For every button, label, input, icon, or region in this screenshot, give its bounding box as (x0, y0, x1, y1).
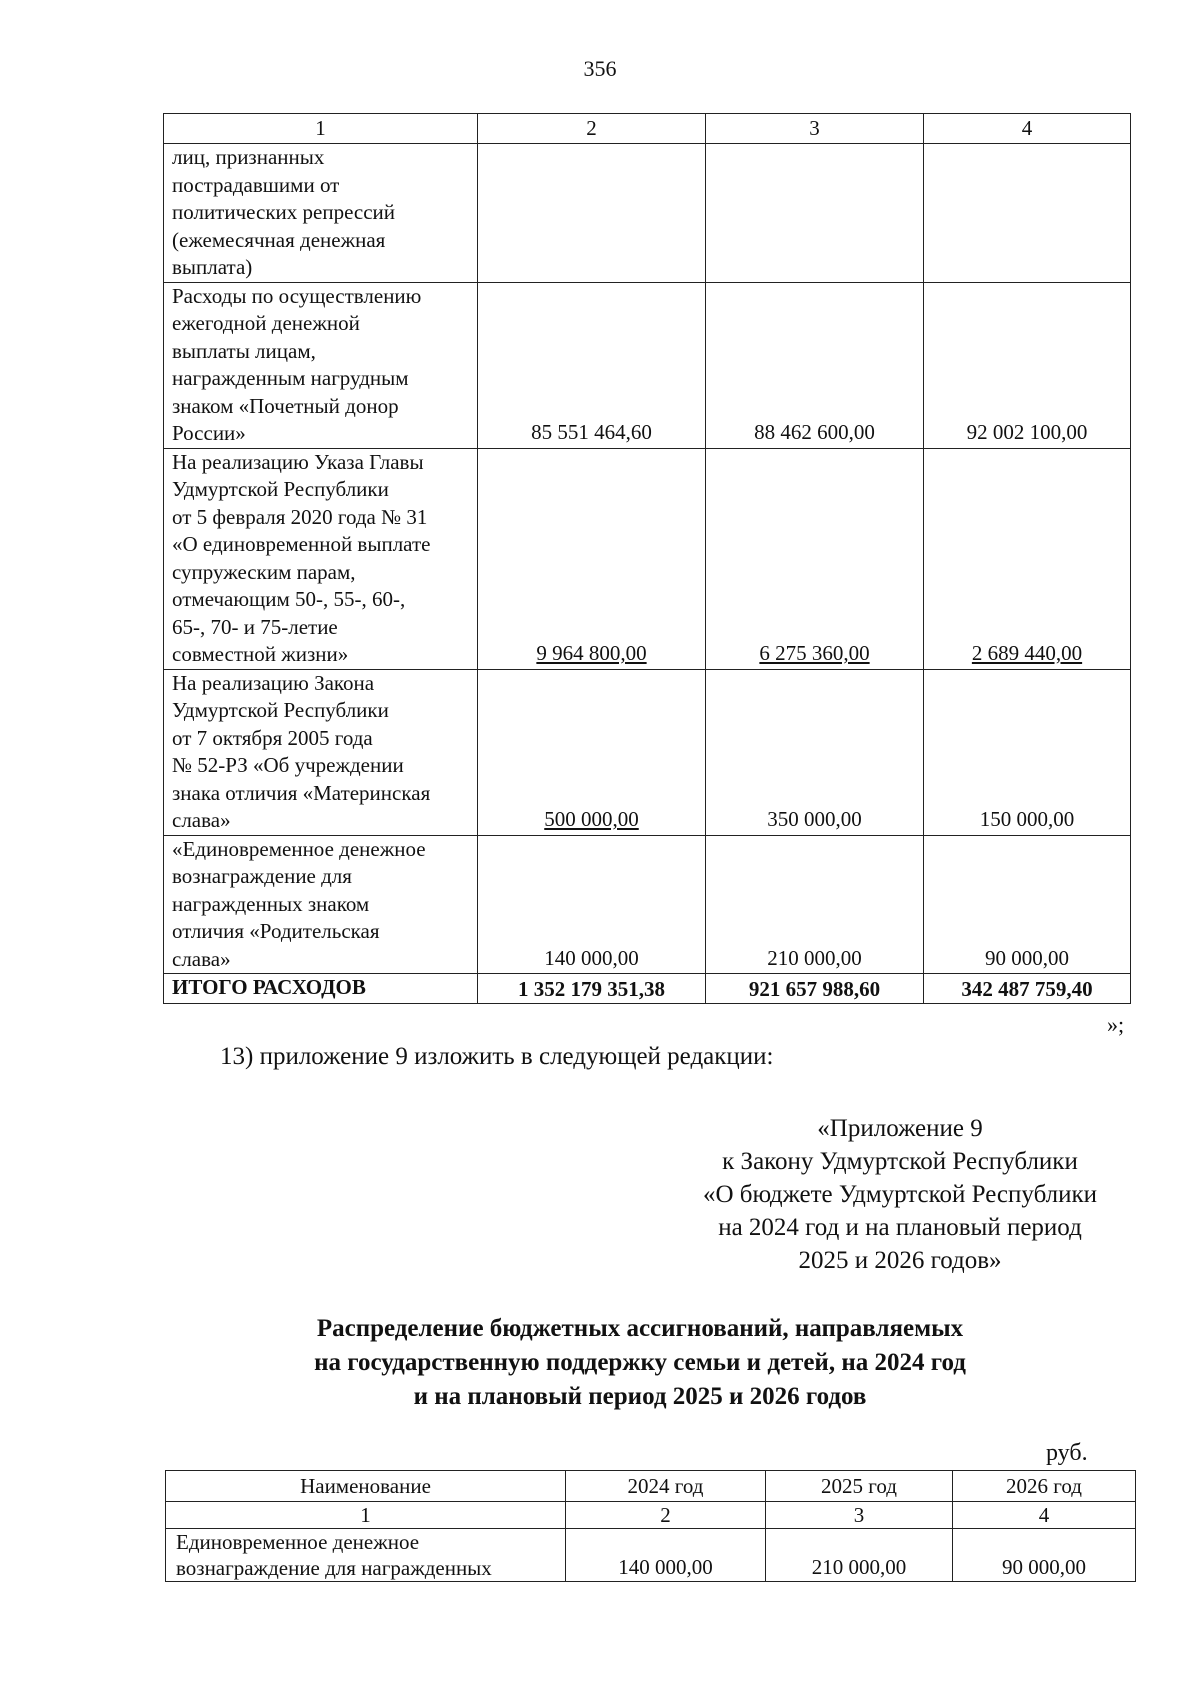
row-name-line: знаком «Почетный донор (172, 393, 399, 418)
value-2024-cell: 140 000,00 (566, 1529, 766, 1582)
row-name-line: 65-, 70- и 75-летие (172, 614, 338, 639)
total-row (164, 974, 1131, 1004)
row-name-line: от 5 февраля 2020 года № 31 (172, 504, 428, 529)
title-line: и на плановый период 2025 и 2026 годов (413, 1383, 867, 1410)
row-name-line: вознаграждение для (172, 864, 352, 888)
column-index-1: 1 (164, 114, 478, 144)
appendix-line: на 2024 год и на плановый период (718, 1214, 1082, 1241)
appendix-line: 2025 и 2026 годов» (798, 1247, 1002, 1274)
total-2026: 342 487 759,40 (924, 974, 1131, 1004)
total-2024: 1 352 179 351,38 (478, 974, 706, 1004)
row-name-line: выплаты лицам, (172, 338, 316, 363)
table-row (164, 669, 1131, 835)
table-row (164, 144, 1131, 283)
row-name-line: вознаграждение для награжденных (176, 1556, 492, 1580)
row-name-cell (164, 835, 478, 974)
total-label: ИТОГО РАСХОДОВ (164, 974, 478, 1004)
table-row (166, 1529, 1136, 1582)
table-row (164, 282, 1131, 448)
title-line: на государственную поддержку семьи и детей, на 2024 год (314, 1349, 966, 1376)
table-row (164, 448, 1131, 669)
amendment-paragraph: 13) приложение 9 изложить в следующей редакции: (220, 1043, 774, 1070)
row-name-line: совместной жизни» (172, 642, 349, 666)
row-name-line: отличия «Родительская (172, 919, 380, 943)
column-index-4: 4 (924, 114, 1131, 144)
column-index-3: 3 (766, 1502, 953, 1529)
appendix-header (620, 1112, 1180, 1277)
allocation-table (165, 1470, 1136, 1582)
value-2024-cell (478, 144, 706, 283)
row-name-cell (164, 448, 478, 669)
row-name-line: Удмуртской Республики (172, 477, 389, 501)
row-name-line: № 52-РЗ «Об учреждении (172, 753, 404, 777)
value-2025-cell: 350 000,00 (706, 669, 924, 835)
page-number: 356 (583, 56, 617, 81)
column-index-4: 4 (953, 1502, 1136, 1529)
value-2024-cell: 140 000,00 (478, 835, 706, 974)
row-name-line: политических репрессий (172, 200, 396, 224)
table-header-row (164, 114, 1131, 144)
value-2024-cell: 85 551 464,60 (478, 282, 706, 448)
row-name-line: награжденным нагрудным (172, 366, 409, 390)
appendix-line: «О бюджете Удмуртской Республики (702, 1181, 1098, 1208)
row-name-line: На реализацию Закона (172, 670, 375, 695)
column-header-name: Наименование (166, 1471, 566, 1502)
total-2025: 921 657 988,60 (706, 974, 924, 1004)
row-name-line: На реализацию Указа Главы (172, 449, 424, 474)
row-name-line: Единовременное денежное (176, 1530, 420, 1554)
row-name-line: лиц, признанных (172, 145, 325, 169)
row-name-line: пострадавшими от (172, 172, 340, 197)
column-header-2025: 2025 год (766, 1471, 953, 1502)
row-name-line: (ежемесячная денежная (172, 227, 386, 252)
value-2024-cell: 500 000,00 (478, 669, 706, 835)
row-name-line: слава» (172, 808, 231, 832)
value-2025-cell: 6 275 360,00 (706, 448, 924, 669)
value-2026-cell (924, 144, 1131, 283)
column-header-2026: 2026 год (953, 1471, 1136, 1502)
document-title (200, 1312, 1080, 1414)
row-name-line: от 7 октября 2005 года (172, 725, 373, 750)
column-index-1: 1 (166, 1502, 566, 1529)
row-name-line: знака отличия «Материнская (172, 780, 431, 805)
row-name-cell (166, 1529, 566, 1582)
value-2024-cell: 9 964 800,00 (478, 448, 706, 669)
row-name-line: России» (172, 421, 246, 445)
column-index-row (166, 1502, 1136, 1529)
value-2026-cell: 90 000,00 (953, 1529, 1136, 1582)
title-line: Распределение бюджетных ассигнований, направляемых (316, 1315, 964, 1342)
value-2025-cell: 210 000,00 (706, 835, 924, 974)
value-2026-cell: 2 689 440,00 (924, 448, 1131, 669)
row-name-cell (164, 282, 478, 448)
value-2026-cell: 150 000,00 (924, 669, 1131, 835)
row-name-cell (164, 669, 478, 835)
row-name-line: ежегодной денежной (172, 311, 360, 335)
appendix-line: «Приложение 9 (817, 1115, 983, 1142)
column-index-3: 3 (706, 114, 924, 144)
currency-unit: руб. (1046, 1440, 1088, 1466)
column-header-2024: 2024 год (566, 1471, 766, 1502)
row-name-line: Удмуртской Республики (172, 698, 389, 722)
row-name-line: супружеским парам, (172, 559, 356, 584)
closing-quote-mark: »; (1107, 1012, 1125, 1037)
row-name-line: награжденных знаком (172, 891, 370, 916)
table-row (164, 835, 1131, 974)
value-2025-cell: 88 462 600,00 (706, 282, 924, 448)
row-name-line: «Единовременное денежное (172, 836, 426, 861)
column-index-2: 2 (566, 1502, 766, 1529)
expenses-table-continued (163, 113, 1131, 1004)
row-name-line: слава» (172, 946, 231, 971)
value-2026-cell: 90 000,00 (924, 835, 1131, 974)
value-2025-cell: 210 000,00 (766, 1529, 953, 1582)
row-name-cell (164, 144, 478, 283)
row-name-line: выплата) (172, 255, 253, 279)
appendix-line: к Закону Удмуртской Республики (722, 1148, 1078, 1175)
table-header-row (166, 1471, 1136, 1502)
row-name-line: отмечающим 50-, 55-, 60-, (172, 587, 406, 611)
row-name-line: Расходы по осуществлению (172, 283, 422, 308)
value-2026-cell: 92 002 100,00 (924, 282, 1131, 448)
column-index-2: 2 (478, 114, 706, 144)
row-name-line: «О единовременной выплате (172, 532, 431, 556)
value-2025-cell (706, 144, 924, 283)
